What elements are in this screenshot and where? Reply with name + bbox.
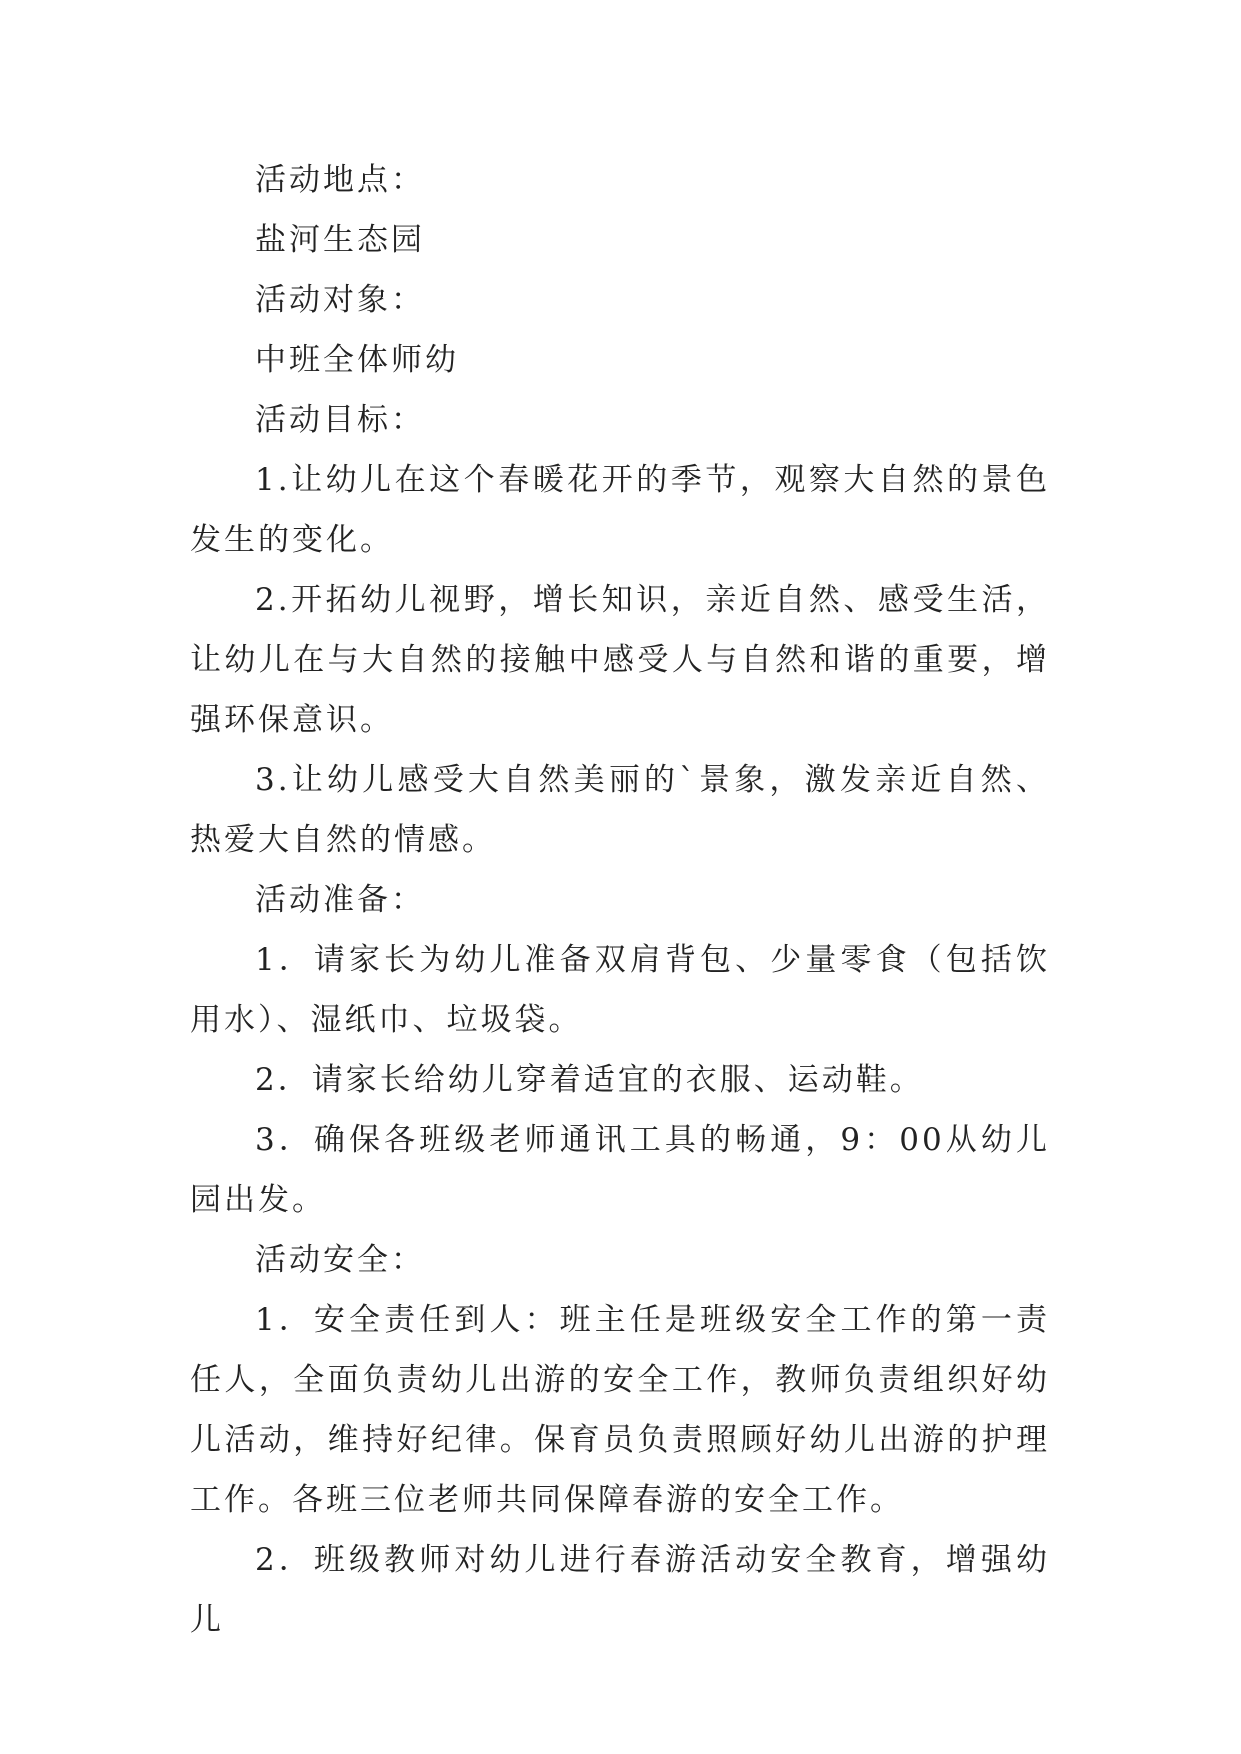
safety-item-1: 1．安全责任到人：班主任是班级安全工作的第一责任人，全面负责幼儿出游的安全工作，教师负责组织好幼儿活动，维持好纪律。保育员负责照顾好幼儿出游的护理工作。各班三位老师共同保障春游的安全工作。 — [190, 1302, 1050, 1518]
goal-item-3: 3.让幼儿感受大自然美丽的`景象，激发亲近自然、热爱大自然的情感。 — [190, 762, 1050, 858]
goal-item-2: 2.开拓幼儿视野，增长知识，亲近自然、感受生活，让幼儿在与大自然的接触中感受人与自然和谐的重要，增强环保意识。 — [190, 582, 1050, 738]
location-text: 盐河生态园 — [255, 222, 425, 258]
participants-text: 中班全体师幼 — [255, 342, 459, 378]
heading-safety: 活动安全： — [255, 1242, 425, 1278]
safety-item-2: 2．班级教师对幼儿进行春游活动安全教育，增强幼儿 — [190, 1542, 1050, 1638]
heading-preparation: 活动准备： — [255, 882, 425, 918]
heading-location: 活动地点： — [255, 162, 425, 198]
preparation-item-1: 1．请家长为幼儿准备双肩背包、少量零食（包括饮用水）、湿纸巾、垃圾袋。 — [190, 942, 1050, 1038]
preparation-item-2: 2．请家长给幼儿穿着适宜的衣服、运动鞋。 — [255, 1062, 924, 1098]
document-body — [190, 150, 1050, 1650]
goal-item-1: 1.让幼儿在这个春暖花开的季节，观察大自然的景色发生的变化。 — [190, 462, 1050, 558]
heading-participants: 活动对象： — [255, 282, 425, 318]
preparation-item-3: 3．确保各班级老师通讯工具的畅通，9：00从幼儿园出发。 — [190, 1122, 1050, 1218]
heading-goals: 活动目标： — [255, 402, 425, 438]
